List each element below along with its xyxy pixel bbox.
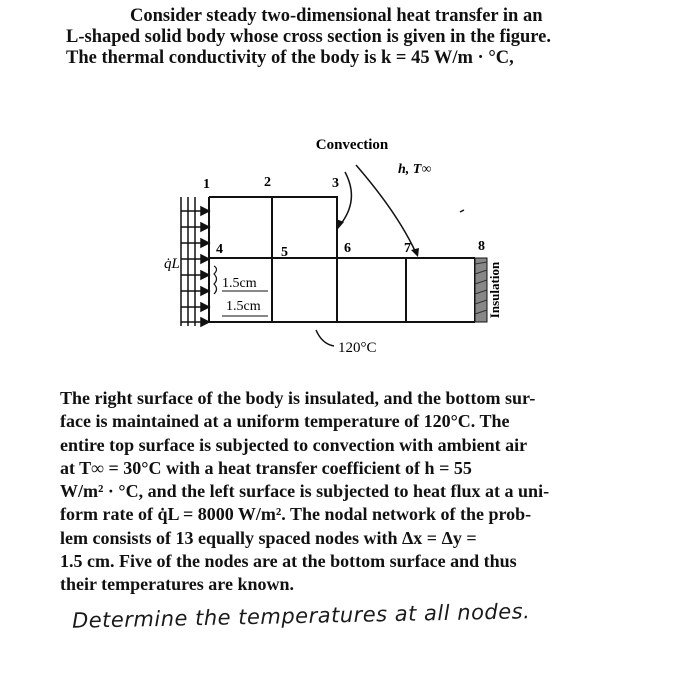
node-label: 4 [216,242,223,257]
insulation-label: Insulation [487,261,502,319]
node-label: 7 [404,241,411,256]
insulation-hatch [475,258,487,322]
brace [214,266,217,294]
problem-line: entire top surface is subjected to convection with ambient air [60,434,528,455]
problem-line: lem consists of 13 equally spaced nodes with Δx = Δy = [60,527,477,548]
node-label: 5 [281,245,288,260]
convection-arrows [340,165,416,253]
stray-mark [460,210,464,212]
h-tinf-label: h, T∞ [398,162,432,177]
bottom-temp-label: 120°C [338,340,377,356]
node-label: 6 [344,241,351,256]
node-label: 8 [478,239,485,254]
node-label: 1 [203,177,210,192]
problem-line: their temperatures are known. [60,574,294,595]
heat-flux-label: q̇L [164,256,180,272]
spacing-label-top: 1.5cm [222,276,257,291]
problem-paragraph [60,387,600,597]
problem-line: at T∞ = 30°C with a heat transfer coefficient of h = 55 [60,457,472,478]
problem-line: W/m² · °C, and the left surface is subjected to heat flux at a uni- [60,481,550,502]
heat-flux-arrows [181,197,209,326]
problem-line: form rate of q̇L = 8000 W/m². The nodal network of the prob- [60,504,532,525]
node-label: 3 [332,176,339,191]
handwritten-note: Determine the temperatures at all nodes. [71,599,531,633]
node-label: 2 [264,175,271,190]
problem-line: face is maintained at a uniform temperature of 120°C. The [60,411,510,432]
top-surface [209,197,475,258]
convection-arrowhead [411,248,419,257]
convection-label: Convection [315,137,389,153]
intro-line: L-shaped solid body whose cross section is given in the figure. [66,27,552,47]
node-labels [203,175,485,260]
intro-line: Consider steady two-dimensional heat transfer in an [130,6,543,26]
problem-line: The right surface of the body is insulated, and the bottom sur- [60,388,536,408]
bottom-temp-leader [316,330,334,346]
intro-line: The thermal conductivity of the body is k = 45 W/m · °C, [66,48,514,68]
problem-line: 1.5 cm. Five of the nodes are at the bottom surface and thus [60,551,517,572]
spacing-label-bottom: 1.5cm [226,299,261,314]
